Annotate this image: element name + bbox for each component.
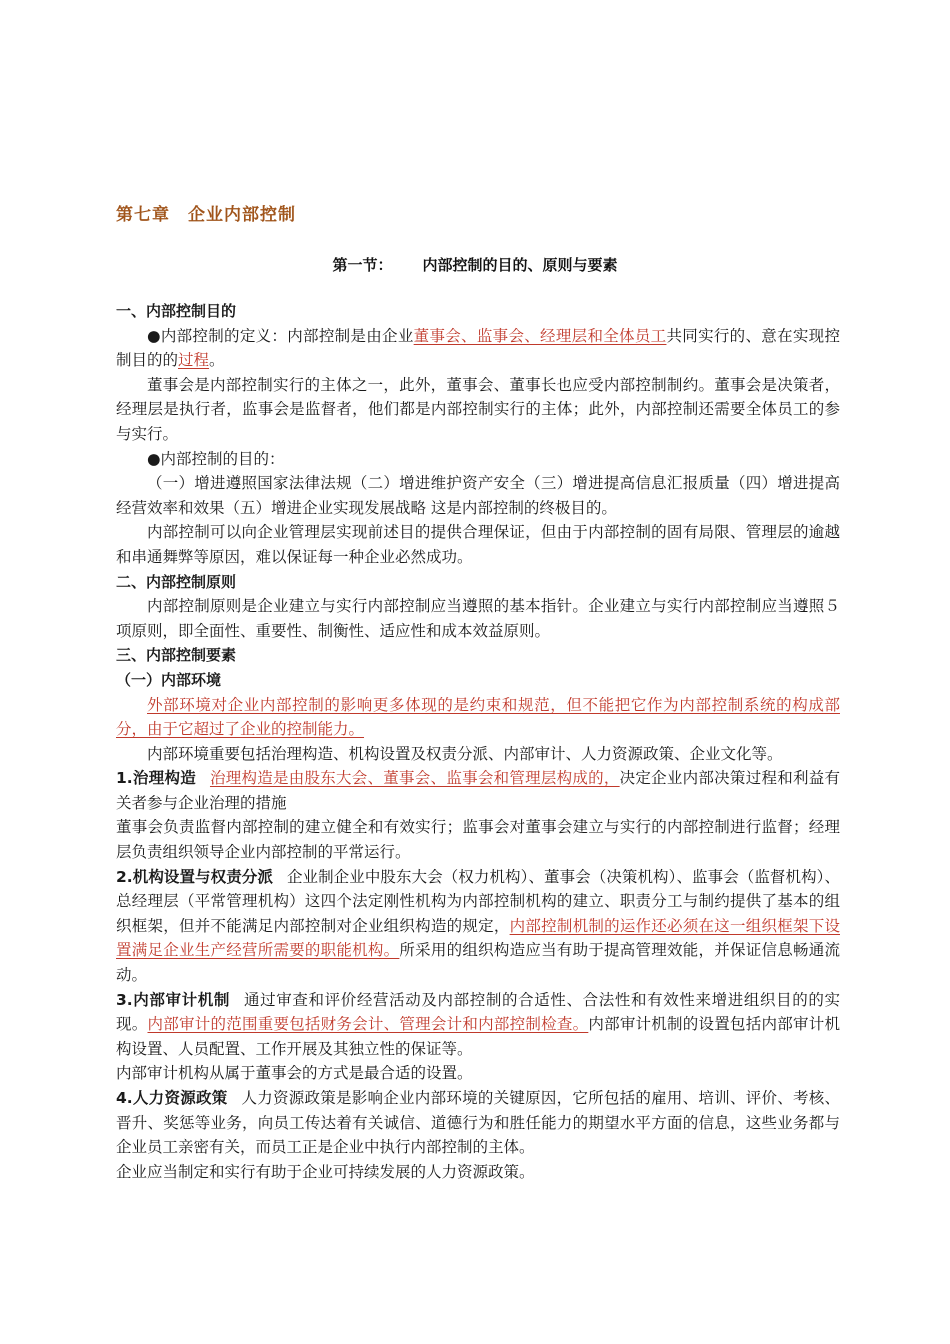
item-governance (116, 766, 840, 815)
highlight-text: 过程 (178, 351, 210, 370)
item-lead: 2.机构设置与权责分派 (116, 867, 273, 886)
highlight-text: 治理构造是由股东大会、董事会、监事会和管理层构成的， (209, 769, 620, 788)
text-run: 。 (209, 351, 225, 370)
heading-elements: 三、内部控制要素 (116, 646, 237, 665)
heading-internal-environment: （一）内部环境 (116, 670, 222, 689)
heading-objectives: 一、内部控制目的 (116, 302, 237, 320)
paragraph-audit-placement: 内部审计机构从属于董事会的方式是最合适的设置。 (116, 1064, 473, 1083)
text-run: 共同实行的、意在实现控制目的的 (116, 326, 840, 370)
text-run: 内部审计机制的设置包括内部审计机构设置、人员配置、工作开展及其独立性的保证等。 (116, 1015, 840, 1058)
text-run: 人力资源政策是影响企业内部环境的关键原因，它所包括的雇用、培训、评价、考核、晋升、奖惩等业务，向员工传达着有关诚信、道德行为和胜任能力的期望水平方面的信息，这些业务都与企业员工亲密有关，而员工正是企业中执行内部控制的主体。 (116, 1089, 840, 1157)
text-run: 所采用的组织构造应当有助于提高管理效能，并保证信息畅通流动。 (116, 941, 840, 985)
text-run: 企业制企业中股东大会（权力机构）、董事会（决策机构）、监事会（监督机构）、总经理层（平常管理机构）这四个法定刚性机构为内部控制机构的建立、职责分工与制约提供了基本的组织框架，但并不能满足内部控制对企业组织构造的规定， (116, 867, 840, 935)
highlight-text: 外部环境对企业内部控制的影响更多体现的是约束和规范，但不能把它作为内部控制系统的构成部分，由于它超过了企业的控制能力。 (116, 695, 840, 739)
highlight-text: 董事会、监事会、经理层和全体员工 (413, 326, 667, 345)
item-hr-policy (116, 1086, 840, 1160)
text-run: ●内部控制的定义：内部控制是由企业 (147, 326, 414, 345)
highlight-text: 内部控制机制的运作还必须在这一组织框架下设置满足企业生产经营所需要的职能机构。 (116, 916, 840, 960)
chapter-title: 第七章 企业内部控制 (116, 205, 296, 225)
section-label: 第一节： (332, 256, 393, 274)
item-organization (116, 865, 840, 988)
paragraph-purpose-label: ●内部控制的目的： (147, 449, 285, 468)
highlight-text: 内部审计的范围重要包括财务会计、管理会计和内部控制检查。 (147, 1015, 589, 1034)
paragraph-assurance: 内部控制可以向企业管理层实现前述目的提供合理保证，但由于内部控制的固有局限、管理层的逾越和串通舞弊等原因，难以保证每一种企业必然成功。 (116, 523, 840, 566)
paragraph-board: 董事会是内部控制实行的主体之一，此外，董事会、董事长也应受内部控制制约。董事会是决策者，经理层是执行者，监事会是监督者，他们都是内部控制实行的主体；此外，内部控制还需要全体员工的参与实行。 (116, 375, 840, 443)
item-lead: 1.治理构造 (116, 769, 196, 788)
item-lead: 3.内部审计机制 (116, 990, 231, 1009)
heading-principles: 二、内部控制原则 (116, 572, 237, 591)
paragraph-definition (116, 324, 840, 373)
paragraph-principles: 内部控制原则是企业建立与实行内部控制应当遵照的基本指针。企业建立与实行内部控制应当遵照５项原则，即全面性、重要性、制衡性、适应性和成本效益原则。 (116, 597, 840, 640)
paragraph-external-environment (116, 693, 840, 742)
paragraph-environment-scope: 内部环境重要包括治理构造、机构设置及权责分派、内部审计、人力资源政策、企业文化等。 (147, 744, 783, 763)
item-lead: 4.人力资源政策 (116, 1089, 228, 1107)
section-title (0, 254, 950, 275)
section-text: 内部控制的目的、原则与要素 (422, 256, 618, 274)
paragraph-purpose-list: （一）增进遵照国家法律法规（二）增进维护资产安全（三）增进提高信息汇报质量（四）增进提高经营效率和效果（五）增进企业实现发展战略 这是内部控制的终极目的。 (116, 474, 840, 517)
item-internal-audit (116, 988, 840, 1062)
paragraph-hr-conclusion: 企业应当制定和实行有助于企业可持续发展的人力资源政策。 (116, 1162, 535, 1181)
document-body (116, 299, 840, 1184)
text-run: 决定企业内部决策过程和利益有关者参与企业治理的措施 (116, 769, 840, 812)
text-run: 通过审查和评价经营活动及内部控制的合适性、合法性和有效性来增进组织目的的实现。 (116, 990, 840, 1034)
paragraph-governance-roles: 董事会负责监督内部控制的建立健全和有效实行；监事会对董事会建立与实行的内部控制进行监督；经理层负责组织领导企业内部控制的平常运行。 (116, 818, 840, 862)
